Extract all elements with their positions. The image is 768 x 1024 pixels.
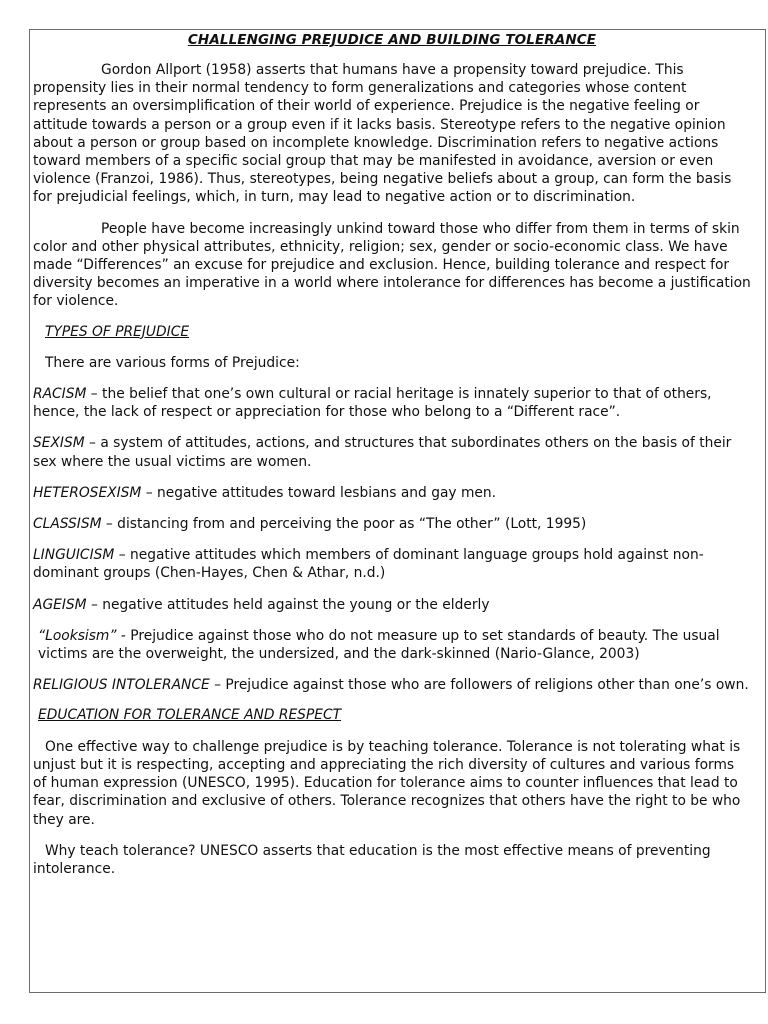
intro-paragraph: Gordon Allport (1958) asserts that humans have a propensity toward prejudice. This propensity lies in their normal tendency to form generalizations and categories whose content represents an oversimplification of their world of experience. Prejudice is the negative feeling or attitude towards a person or a group even if it lacks basis. Stereotype refers to the negative opinion about a person or group based on incomplete knowledge. Discrimination refers to negative actions toward members of a specific social group that may be manifested in avoidance, aversion or even violence (Franzoi, 1986). Thus, stereotypes, being negative beliefs about a group, can form the basis for prejudicial feelings, which, in turn, may lead to negative action or to discrimination.: [33, 62, 732, 206]
prejudice-type-term: AGEISM: [33, 596, 87, 613]
prejudice-type-definition: - Prejudice against those who do not measure up to set standards of beauty. The usual victims are the overweight, the undersized, and the dark-skinned (Nario-Glance, 2003): [38, 627, 720, 663]
prejudice-type-term: RACISM: [33, 386, 87, 403]
types-heading: TYPES OF PREJUDICE: [45, 323, 190, 340]
prejudice-type-definition: – negative attitudes held against the young or the elderly: [86, 596, 490, 613]
prejudice-type-item: [33, 676, 751, 694]
prejudice-type-definition: – negative attitudes which members of dominant language groups hold against non-dominant groups (Chen-Hayes, Chen & Athar, n.d.): [33, 547, 704, 582]
prejudice-type-item: [33, 546, 751, 582]
prejudice-type-definition: – a system of attitudes, actions, and structures that subordinates others on the basis of their sex where the usual victims are women.: [33, 435, 732, 470]
prejudice-type-term: CLASSISM: [33, 516, 102, 533]
prejudice-type-term: HETEROSEXISM: [33, 484, 142, 501]
prejudice-type-item: [33, 627, 751, 663]
intro-paragraph: People have become increasingly unkind toward those who differ from them in terms of skin color and other physical attributes, ethnicity, religion; sex, gender or socio-economic class. We have made “Differences” an excuse for prejudice and exclusion. Hence, building tolerance and respect for diversity becomes an imperative in a world where intolerance for differences has become a justification for violence.: [33, 220, 751, 310]
prejudice-type-definition: – negative attitudes toward lesbians and gay men.: [141, 484, 497, 501]
prejudice-type-definition: – distancing from and perceiving the poor as “The other” (Lott, 1995): [101, 516, 587, 533]
document-title: CHALLENGING PREJUDICE AND BUILDING TOLERANCE: [187, 32, 597, 48]
prejudice-type-item: [33, 385, 751, 421]
education-heading: EDUCATION FOR TOLERANCE AND RESPECT: [38, 707, 342, 724]
prejudice-type-item: [33, 484, 751, 502]
prejudice-type-item: [33, 596, 751, 614]
prejudice-type-term: SEXISM: [33, 435, 85, 452]
prejudice-type-definition: – Prejudice against those who are followers of religions other than one’s own.: [209, 677, 749, 694]
prejudice-type-term: LINGUICISM: [33, 547, 115, 564]
prejudice-type-item: [33, 434, 751, 470]
prejudice-type-term: “Looksism”: [38, 627, 117, 644]
prejudice-type-term: RELIGIOUS INTOLERANCE: [33, 677, 210, 694]
education-paragraph: Why teach tolerance? UNESCO asserts that education is the most effective means of preventing intolerance.: [33, 842, 711, 877]
education-paragraph: One effective way to challenge prejudice is by teaching tolerance. Tolerance is not tolerating what is unjust but it is respecting, accepting and appreciating the rich diversity of cultures and various forms of human expression (UNESCO, 1995). Education for tolerance aims to counter influences that lead to fear, discrimination and exclusive of others. Tolerance recognizes that others have the right to be who they are.: [33, 738, 741, 828]
document-page: [29, 29, 766, 993]
types-lead: There are various forms of Prejudice:: [45, 354, 300, 371]
prejudice-type-definition: – the belief that one’s own cultural or racial heritage is innately superior to that of others, hence, the lack of respect or appreciation for those who belong to a “Different race”.: [33, 386, 712, 421]
prejudice-type-item: [33, 515, 751, 533]
